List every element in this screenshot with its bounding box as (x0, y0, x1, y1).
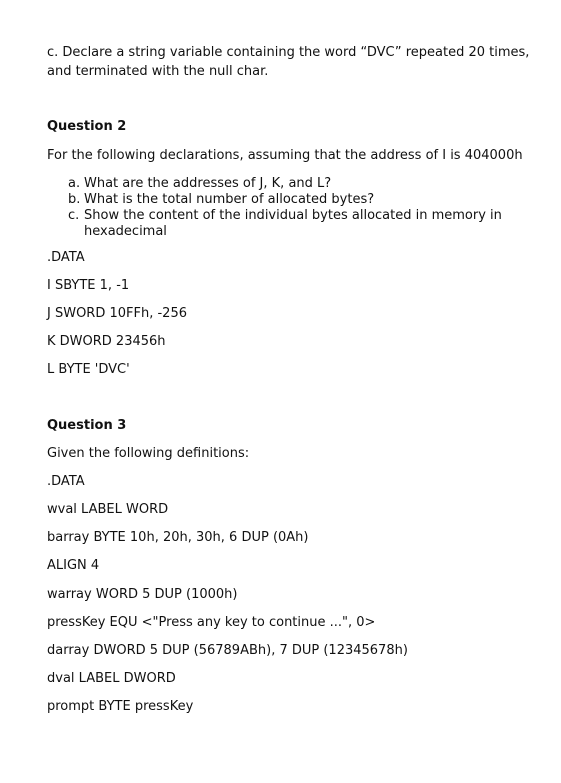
list-item-text: What are the addresses of J, K, and L? (84, 176, 332, 191)
q3-code-line-4: ALIGN 4 (47, 558, 100, 573)
q2-code-line-5: L BYTE 'DVC' (47, 362, 130, 377)
question-2-item-b (68, 192, 374, 208)
q2-code-line-2: I SBYTE 1, -1 (47, 278, 130, 293)
part-c-line-2: and terminated with the null char. (47, 64, 269, 79)
q2-code-line-3: J SWORD 10FFh, -256 (47, 306, 187, 321)
question-2-item-c (68, 208, 502, 224)
q3-code-line-7: darray DWORD 5 DUP (56789ABh), 7 DUP (12345678h) (47, 643, 408, 658)
question-2-item-a (68, 176, 331, 192)
question-3-intro: Given the following definitions: (47, 446, 250, 461)
part-c-line-1: c. Declare a string variable containing the word “DVC” repeated 20 times, (47, 45, 530, 60)
q3-code-line-6: pressKey EQU <"Press any key to continue ...", 0> (47, 615, 376, 630)
question-2-title: Question 2 (47, 119, 127, 134)
list-marker: c. (68, 208, 80, 223)
question-2-item-c-continued: hexadecimal (84, 224, 167, 239)
list-marker: b. (68, 192, 81, 207)
q2-code-line-4: K DWORD 23456h (47, 334, 166, 349)
q3-code-line-5: warray WORD 5 DUP (1000h) (47, 587, 238, 602)
q3-code-line-9: prompt BYTE pressKey (47, 699, 194, 714)
q3-code-line-8: dval LABEL DWORD (47, 671, 176, 686)
q3-code-line-3: barray BYTE 10h, 20h, 30h, 6 DUP (0Ah) (47, 530, 309, 545)
q3-code-line-2: wval LABEL WORD (47, 502, 169, 517)
question-2-intro: For the following declarations, assuming that the address of I is 404000h (47, 148, 523, 163)
list-item-text: Show the content of the individual bytes allocated in memory in (84, 208, 502, 223)
list-marker: a. (68, 176, 81, 191)
q2-code-line-1: .DATA (47, 250, 85, 265)
list-item-text: What is the total number of allocated bytes? (84, 192, 375, 207)
q3-code-line-1: .DATA (47, 474, 85, 489)
question-3-title: Question 3 (47, 418, 127, 433)
